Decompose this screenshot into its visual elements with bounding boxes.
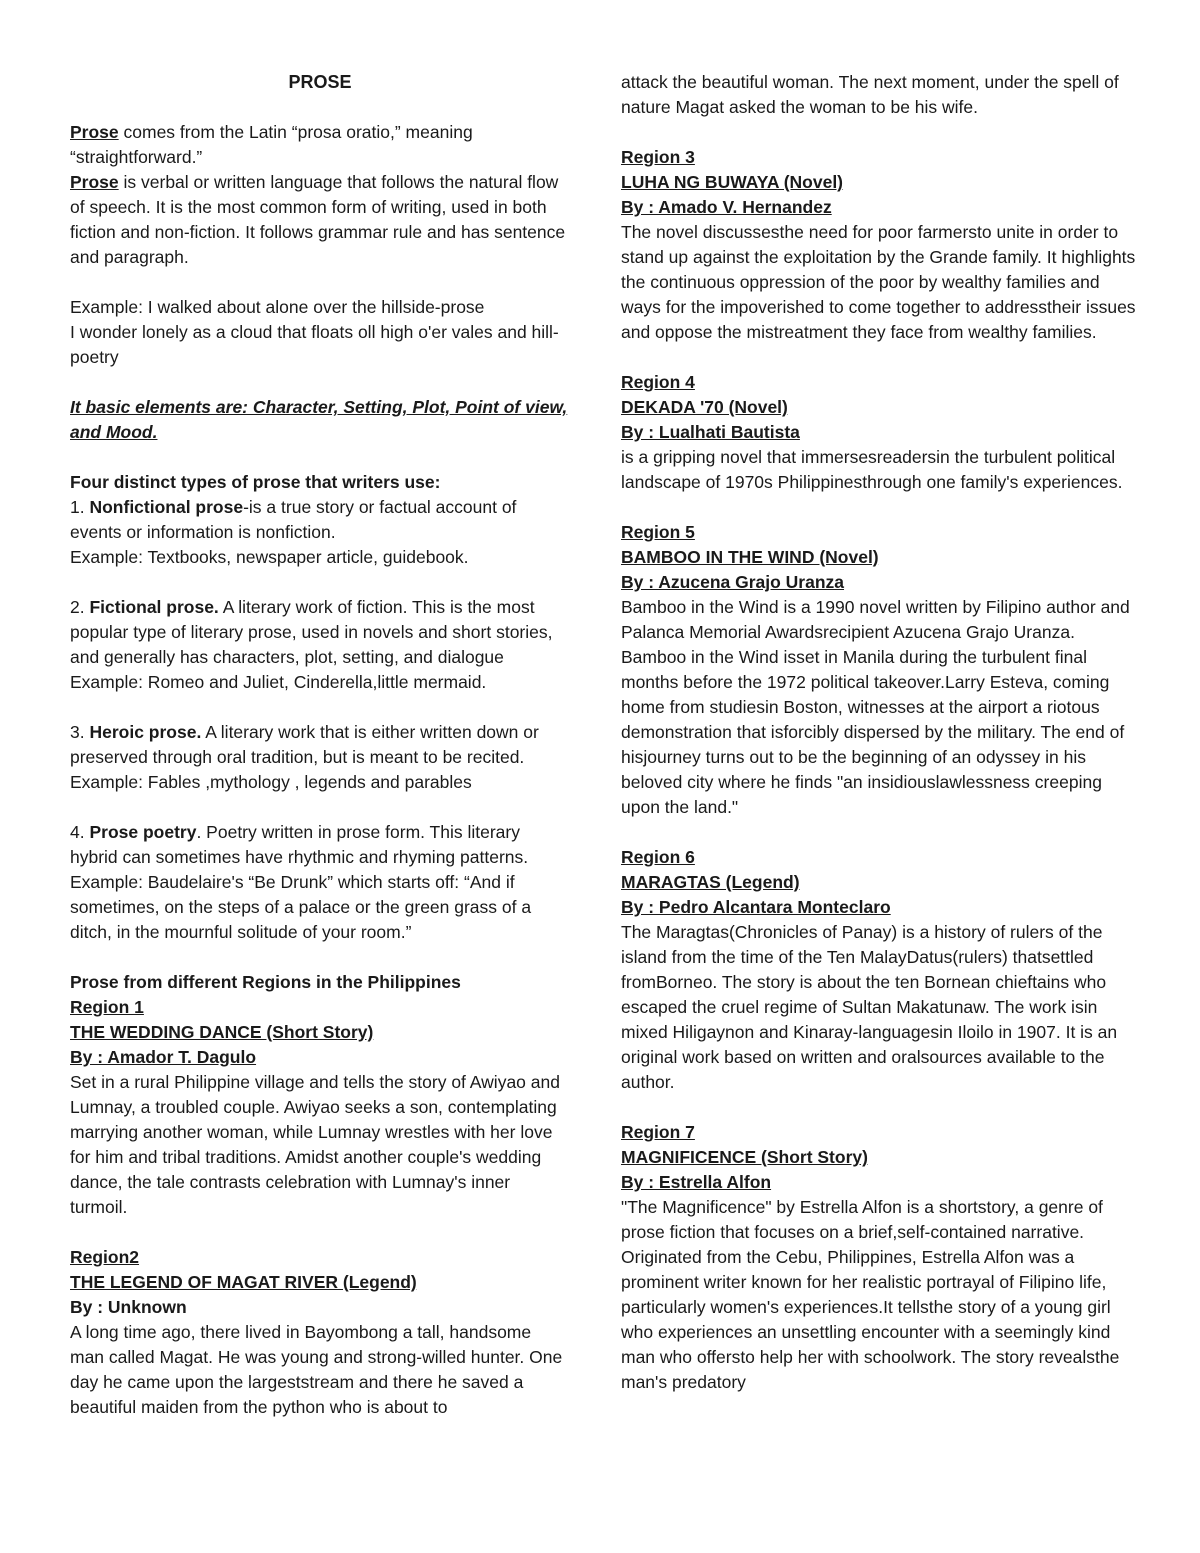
work-description: The novel discussesthe need for poor farmersto unite in order to stand up against the exploitation by the Grande family. It highlights the continuous oppression of the poor by wealthy families and ways for the impoverished to come together to addresstheir issues and oppose the mistreatment they face from wealthy families.: [621, 222, 1136, 342]
work-description: "The Magnificence" by Estrella Alfon is a shortstory, a genre of prose fiction that focuses on a brief,self-contained narrative. Originated from the Cebu, Philippines, Estrella Alfon was a prominent writer known for her realistic portrayal of Filipino life, particularly women's experiences.It tellsthe story of a young girl who experiences an unsettling encounter with a seemingly kind man who offersto help her with schoolwork. The story revealsthe man's predatory: [621, 1197, 1120, 1392]
type-example: Example: Textbooks, newspaper article, guidebook.: [70, 547, 469, 567]
right-column: [621, 70, 1136, 1395]
type-item: 4. Prose poetry. Poetry written in prose form. This literary hybrid can sometimes have rhythmic and rhyming patterns. Example: Baudelaire's “Be Drunk” which starts off: “And if sometimes, on the steps of a palace or the green grass of a ditch, in the mournful solitude of your room.”: [70, 822, 532, 942]
region-label: Region 5: [621, 522, 695, 542]
region-label: Region 6: [621, 847, 695, 867]
region-label: Region 3: [621, 147, 695, 167]
type-example: Example: Fables ,mythology , legends and parables: [70, 772, 472, 792]
type-item: 2. Fictional prose. A literary work of fiction. This is the most popular type of literary prose, used in novels and short stories, and generally has characters, plot, setting, and dialogue: [70, 597, 553, 667]
work-author: By : Azucena Grajo Uranza: [621, 572, 845, 592]
left-column: [70, 70, 570, 1420]
work-title: BAMBOO IN THE WIND (Novel): [621, 547, 879, 567]
work-author: By : Lualhati Bautista: [621, 422, 800, 442]
continuation-text: attack the beautiful woman. The next moment, under the spell of nature Magat asked the woman to be his wife.: [621, 72, 1119, 117]
region-label: Region 1: [70, 997, 144, 1017]
type-item: 3. Heroic prose. A literary work that is either written down or preserved through oral tradition, but is meant to be recited.: [70, 722, 539, 767]
work-description: A long time ago, there lived in Bayombong a tall, handsome man called Magat. He was young and strong-willed hunter. One day he came upon the largeststream and there he saved a beautiful maiden from the python who is about to: [70, 1322, 563, 1417]
work-description: Bamboo in the Wind is a 1990 novel written by Filipino author and Palanca Memorial Awardsrecipient Azucena Grajo Uranza. Bamboo in the Wind isset in Manila during the turbulent final months before the 1972 political takeover.Larry Esteva, coming home from studiesin Boston, witnesses at the airport a riotous demonstration that isforcibly dispersed by the military. The end of hisjourney turns out to be the beginning of an odyssey in his beloved city where he finds "an insidiouslawlessness creeping upon the land.": [621, 597, 1130, 817]
work-title: DEKADA '70 (Novel): [621, 397, 788, 417]
definition-1: Prose comes from the Latin “prosa oratio,” meaning “straightforward.”: [70, 122, 473, 167]
basic-elements: It basic elements are: Character, Setting, Plot, Point of view, and Mood.: [70, 397, 568, 442]
regions-heading: Prose from different Regions in the Philippines: [70, 972, 461, 992]
region-label: Region 4: [621, 372, 695, 392]
work-description: The Maragtas(Chronicles of Panay) is a history of rulers of the island from the time of the Ten MalayDatus(rulers) thatsettled fromBorneo. The story is about the ten Bornean chieftains who escaped the cruel regime of Sultan Makatunaw. The work isin mixed Hiligaynon and Kinaray-languagesin Iloilo in 1907. It is an original work based on written and oralsources available to the author.: [621, 922, 1118, 1092]
work-title: MAGNIFICENCE (Short Story): [621, 1147, 868, 1167]
work-title: THE LEGEND OF MAGAT RIVER (Legend): [70, 1272, 417, 1292]
work-author: By : Amador T. Dagulo: [70, 1047, 257, 1067]
work-author: By : Unknown: [70, 1297, 187, 1317]
prose-term: Prose: [70, 122, 119, 142]
work-author: By : Estrella Alfon: [621, 1172, 772, 1192]
definition-2: Prose is verbal or written language that follows the natural flow of speech. It is the most common form of writing, used in both fiction and non-fiction. It follows grammar rule and has sentence and paragraph.: [70, 172, 566, 267]
example-poetry: I wonder lonely as a cloud that floats oll high o'er vales and hill-poetry: [70, 322, 559, 367]
region-label: Region2: [70, 1247, 140, 1267]
work-description: is a gripping novel that immersesreadersin the turbulent political landscape of 1970s Philippinesthrough one family's experiences.: [621, 447, 1123, 492]
work-title: LUHA NG BUWAYA (Novel): [621, 172, 844, 192]
prose-term: Prose: [70, 172, 119, 192]
types-heading: Four distinct types of prose that writers use:: [70, 472, 441, 492]
page-title: PROSE: [288, 72, 352, 92]
example-prose: Example: I walked about alone over the hillside-prose: [70, 297, 485, 317]
work-author: By : Pedro Alcantara Monteclaro: [621, 897, 891, 917]
work-description: Set in a rural Philippine village and tells the story of Awiyao and Lumnay, a troubled couple. Awiyao seeks a son, contemplating marrying another woman, while Lumnay wrestles with her love for him and tribal traditions. Amidst another couple's wedding dance, the tale contrasts celebration with Lumnay's inner turmoil.: [70, 1072, 560, 1217]
work-title: MARAGTAS (Legend): [621, 872, 800, 892]
type-example: Example: Romeo and Juliet, Cinderella,little mermaid.: [70, 672, 487, 692]
type-item: 1. Nonfictional prose-is a true story or factual account of events or information is nonfiction.: [70, 497, 517, 542]
work-author: By : Amado V. Hernandez: [621, 197, 832, 217]
work-title: THE WEDDING DANCE (Short Story): [70, 1022, 374, 1042]
region-label: Region 7: [621, 1122, 695, 1142]
